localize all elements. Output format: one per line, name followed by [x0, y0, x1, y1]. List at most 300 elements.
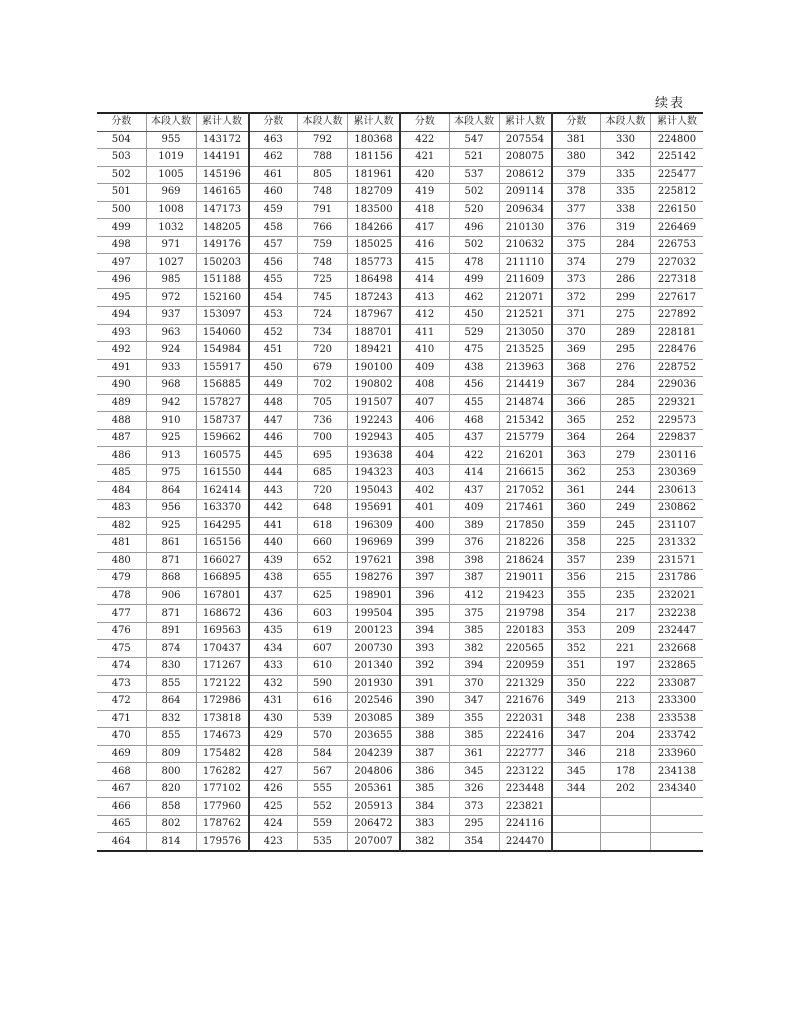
segment-count-cell: 871 [146, 605, 196, 623]
cumulative-count-cell: 208612 [499, 166, 552, 184]
score-cell: 377 [552, 201, 601, 219]
score-cell: 434 [249, 640, 298, 658]
count-header: 本段人数 [601, 113, 651, 131]
segment-count-cell: 942 [146, 394, 196, 412]
score-cell: 395 [400, 605, 449, 623]
cumulative-count-cell: 217850 [499, 517, 552, 535]
cumulative-count-cell: 154060 [196, 324, 249, 342]
cumulative-count-cell: 186498 [348, 271, 401, 289]
table-row [97, 429, 703, 447]
segment-count-cell: 759 [298, 236, 348, 254]
segment-count-cell: 652 [298, 552, 348, 570]
table-row [97, 622, 703, 640]
score-cell: 433 [249, 657, 298, 675]
cumulative-count-cell: 216201 [499, 447, 552, 465]
segment-count-cell: 335 [601, 184, 651, 202]
table-row [97, 307, 703, 325]
segment-count-cell: 284 [601, 236, 651, 254]
cumulative-count-cell: 181156 [348, 149, 401, 167]
segment-count-cell: 529 [449, 324, 499, 342]
segment-count-cell: 215 [601, 570, 651, 588]
segment-count-cell: 985 [146, 271, 196, 289]
segment-count-cell: 295 [601, 342, 651, 360]
cumulative-count-cell: 144191 [196, 149, 249, 167]
score-cell: 496 [97, 271, 146, 289]
cumulative-count-cell: 175482 [196, 745, 249, 763]
cumulative-count-cell: 156885 [196, 377, 249, 395]
score-cell: 480 [97, 552, 146, 570]
segment-count-cell: 279 [601, 447, 651, 465]
score-cell: 417 [400, 219, 449, 237]
score-cell: 379 [552, 166, 601, 184]
cumulative-count-cell: 224470 [499, 833, 552, 851]
score-cell: 413 [400, 289, 449, 307]
segment-count-cell: 792 [298, 131, 348, 149]
table-row [97, 236, 703, 254]
cumulative-count-cell: 230613 [651, 482, 704, 500]
score-cell: 358 [552, 535, 601, 553]
cumulative-count-cell: 221676 [499, 693, 552, 711]
cumulative-count-cell: 227892 [651, 307, 704, 325]
table-row [97, 587, 703, 605]
score-cell: 440 [249, 535, 298, 553]
segment-count-cell: 355 [449, 710, 499, 728]
score-cell: 497 [97, 254, 146, 272]
score-cell: 432 [249, 675, 298, 693]
segment-count-cell: 438 [449, 359, 499, 377]
segment-count-cell: 969 [146, 184, 196, 202]
segment-count-cell: 285 [601, 394, 651, 412]
cumulative-count-cell: 233300 [651, 693, 704, 711]
table-row [97, 166, 703, 184]
score-cell: 431 [249, 693, 298, 711]
segment-count-cell: 412 [449, 587, 499, 605]
cumulative-count-cell: 154984 [196, 342, 249, 360]
table-row [97, 570, 703, 588]
score-cell: 489 [97, 394, 146, 412]
table-row [97, 815, 703, 833]
segment-count-cell: 539 [298, 710, 348, 728]
score-cell: 456 [249, 254, 298, 272]
segment-count-cell: 618 [298, 517, 348, 535]
segment-count-cell: 238 [601, 710, 651, 728]
segment-count-cell: 603 [298, 605, 348, 623]
segment-count-cell: 619 [298, 622, 348, 640]
score-cell: 351 [552, 657, 601, 675]
cumulative-count-cell: 228181 [651, 324, 704, 342]
score-cell: 474 [97, 657, 146, 675]
count-header: 本段人数 [298, 113, 348, 131]
segment-count-cell: 520 [449, 201, 499, 219]
segment-count-cell: 502 [449, 184, 499, 202]
segment-count-cell [601, 815, 651, 833]
score-cell: 465 [97, 815, 146, 833]
table-row [97, 693, 703, 711]
segment-count-cell: 924 [146, 342, 196, 360]
cumulative-count-cell: 205361 [348, 780, 401, 798]
cumulative-count-cell: 170437 [196, 640, 249, 658]
segment-count-cell: 864 [146, 693, 196, 711]
cumulative-count-cell: 184266 [348, 219, 401, 237]
segment-count-cell: 252 [601, 412, 651, 430]
segment-count-cell: 570 [298, 728, 348, 746]
cumulative-count-cell: 214419 [499, 377, 552, 395]
cumulative-count-cell: 190802 [348, 377, 401, 395]
score-cell: 393 [400, 640, 449, 658]
cumulative-count-cell: 218624 [499, 552, 552, 570]
score-cell: 368 [552, 359, 601, 377]
score-cell: 411 [400, 324, 449, 342]
segment-count-cell: 398 [449, 552, 499, 570]
segment-count-cell: 1027 [146, 254, 196, 272]
score-cell: 378 [552, 184, 601, 202]
segment-count-cell: 855 [146, 675, 196, 693]
score-cell: 485 [97, 464, 146, 482]
score-cell: 359 [552, 517, 601, 535]
score-cell [552, 798, 601, 816]
cumulative-count-cell [651, 798, 704, 816]
cumulative-count-cell: 192943 [348, 429, 401, 447]
score-cell: 350 [552, 675, 601, 693]
cumulative-count-cell: 174673 [196, 728, 249, 746]
score-cell: 370 [552, 324, 601, 342]
score-cell: 451 [249, 342, 298, 360]
score-cell: 380 [552, 149, 601, 167]
score-cell: 401 [400, 500, 449, 518]
segment-count-cell: 552 [298, 798, 348, 816]
score-cell: 357 [552, 552, 601, 570]
segment-count-cell: 373 [449, 798, 499, 816]
segment-count-cell: 521 [449, 149, 499, 167]
cumulative-count-cell: 183500 [348, 201, 401, 219]
cumulative-count-cell: 212071 [499, 289, 552, 307]
cumulative-count-cell: 190100 [348, 359, 401, 377]
score-cell: 490 [97, 377, 146, 395]
segment-count-cell: 700 [298, 429, 348, 447]
score-cell: 375 [552, 236, 601, 254]
score-cell: 396 [400, 587, 449, 605]
cumulative-header: 累计人数 [651, 113, 704, 131]
segment-count-cell: 496 [449, 219, 499, 237]
cumulative-count-cell: 196309 [348, 517, 401, 535]
cumulative-count-cell: 202546 [348, 693, 401, 711]
segment-count-cell: 802 [146, 815, 196, 833]
score-cell: 402 [400, 482, 449, 500]
segment-count-cell: 791 [298, 201, 348, 219]
cumulative-count-cell: 153097 [196, 307, 249, 325]
score-cell: 491 [97, 359, 146, 377]
score-cell: 494 [97, 307, 146, 325]
segment-count-cell: 971 [146, 236, 196, 254]
table-row [97, 131, 703, 149]
segment-count-cell: 409 [449, 500, 499, 518]
score-cell: 500 [97, 201, 146, 219]
segment-count-cell: 221 [601, 640, 651, 658]
cumulative-count-cell: 173818 [196, 710, 249, 728]
score-header: 分数 [552, 113, 601, 131]
score-cell: 501 [97, 184, 146, 202]
segment-count-cell: 499 [449, 271, 499, 289]
score-cell: 384 [400, 798, 449, 816]
cumulative-count-cell: 221329 [499, 675, 552, 693]
segment-count-cell: 375 [449, 605, 499, 623]
score-cell: 400 [400, 517, 449, 535]
cumulative-count-cell: 197621 [348, 552, 401, 570]
cumulative-count-cell: 212521 [499, 307, 552, 325]
score-cell: 360 [552, 500, 601, 518]
table-row [97, 675, 703, 693]
cumulative-count-cell: 191507 [348, 394, 401, 412]
score-cell: 344 [552, 780, 601, 798]
segment-count-cell: 925 [146, 517, 196, 535]
score-cell: 486 [97, 447, 146, 465]
cumulative-count-cell: 201930 [348, 675, 401, 693]
segment-count-cell [601, 798, 651, 816]
segment-count-cell: 660 [298, 535, 348, 553]
segment-count-cell: 253 [601, 464, 651, 482]
segment-count-cell: 537 [449, 166, 499, 184]
table-row [97, 833, 703, 851]
segment-count-cell: 695 [298, 447, 348, 465]
score-cell: 438 [249, 570, 298, 588]
cumulative-count-cell: 152160 [196, 289, 249, 307]
score-cell: 361 [552, 482, 601, 500]
table-row [97, 482, 703, 500]
score-cell: 383 [400, 815, 449, 833]
segment-count-cell: 925 [146, 429, 196, 447]
score-cell: 475 [97, 640, 146, 658]
segment-count-cell: 685 [298, 464, 348, 482]
cumulative-count-cell: 159662 [196, 429, 249, 447]
segment-count-cell: 264 [601, 429, 651, 447]
score-cell: 428 [249, 745, 298, 763]
cumulative-count-cell: 232021 [651, 587, 704, 605]
cumulative-count-cell: 149176 [196, 236, 249, 254]
segment-count-cell: 178 [601, 763, 651, 781]
segment-count-cell: 864 [146, 482, 196, 500]
cumulative-count-cell: 208075 [499, 149, 552, 167]
score-cell: 478 [97, 587, 146, 605]
segment-count-cell: 906 [146, 587, 196, 605]
cumulative-count-cell: 226753 [651, 236, 704, 254]
score-cell: 389 [400, 710, 449, 728]
cumulative-count-cell: 232668 [651, 640, 704, 658]
cumulative-count-cell: 158737 [196, 412, 249, 430]
segment-count-cell: 385 [449, 728, 499, 746]
score-cell: 459 [249, 201, 298, 219]
table-row [97, 412, 703, 430]
segment-count-cell: 361 [449, 745, 499, 763]
cumulative-count-cell: 201340 [348, 657, 401, 675]
segment-count-cell: 1005 [146, 166, 196, 184]
cumulative-count-cell: 225142 [651, 149, 704, 167]
score-cell: 392 [400, 657, 449, 675]
segment-count-cell: 335 [601, 166, 651, 184]
score-cell: 367 [552, 377, 601, 395]
cumulative-count-cell: 165156 [196, 535, 249, 553]
score-cell: 364 [552, 429, 601, 447]
table-row [97, 184, 703, 202]
cumulative-count-cell: 214874 [499, 394, 552, 412]
score-cell: 455 [249, 271, 298, 289]
segment-count-cell: 702 [298, 377, 348, 395]
score-cell: 376 [552, 219, 601, 237]
cumulative-count-cell: 196969 [348, 535, 401, 553]
cumulative-count-cell: 151188 [196, 271, 249, 289]
cumulative-count-cell: 166027 [196, 552, 249, 570]
table-row [97, 798, 703, 816]
segment-count-cell: 590 [298, 675, 348, 693]
cumulative-count-cell: 180368 [348, 131, 401, 149]
segment-count-cell: 284 [601, 377, 651, 395]
score-cell: 420 [400, 166, 449, 184]
cumulative-count-cell: 222031 [499, 710, 552, 728]
score-cell: 423 [249, 833, 298, 851]
segment-count-cell: 725 [298, 271, 348, 289]
cumulative-count-cell: 227617 [651, 289, 704, 307]
segment-count-cell: 370 [449, 675, 499, 693]
cumulative-count-cell: 211609 [499, 271, 552, 289]
score-cell: 467 [97, 780, 146, 798]
cumulative-count-cell: 225812 [651, 184, 704, 202]
segment-count-cell: 376 [449, 535, 499, 553]
cumulative-count-cell: 145196 [196, 166, 249, 184]
cumulative-count-cell: 171267 [196, 657, 249, 675]
score-cell: 404 [400, 447, 449, 465]
cumulative-count-cell: 225477 [651, 166, 704, 184]
cumulative-count-cell: 232865 [651, 657, 704, 675]
cumulative-count-cell: 218226 [499, 535, 552, 553]
cumulative-count-cell: 229321 [651, 394, 704, 412]
table-row [97, 447, 703, 465]
cumulative-count-cell: 162414 [196, 482, 249, 500]
segment-count-cell: 213 [601, 693, 651, 711]
segment-count-cell: 347 [449, 693, 499, 711]
segment-count-cell: 202 [601, 780, 651, 798]
segment-count-cell: 326 [449, 780, 499, 798]
score-cell: 504 [97, 131, 146, 149]
count-header: 本段人数 [146, 113, 196, 131]
cumulative-count-cell: 169563 [196, 622, 249, 640]
score-cell: 387 [400, 745, 449, 763]
cumulative-count-cell: 204806 [348, 763, 401, 781]
segment-count-cell [601, 833, 651, 851]
table-row [97, 359, 703, 377]
segment-count-cell: 385 [449, 622, 499, 640]
score-cell: 356 [552, 570, 601, 588]
table-row [97, 728, 703, 746]
score-cell: 472 [97, 693, 146, 711]
score-cell: 479 [97, 570, 146, 588]
cumulative-count-cell: 234340 [651, 780, 704, 798]
cumulative-count-cell: 227032 [651, 254, 704, 272]
cumulative-count-cell: 163370 [196, 500, 249, 518]
score-cell: 409 [400, 359, 449, 377]
cumulative-count-cell: 143172 [196, 131, 249, 149]
segment-count-cell: 468 [449, 412, 499, 430]
score-cell: 355 [552, 587, 601, 605]
cumulative-count-cell: 178762 [196, 815, 249, 833]
table-row [97, 201, 703, 219]
score-cell: 388 [400, 728, 449, 746]
cumulative-count-cell: 224800 [651, 131, 704, 149]
score-cell: 386 [400, 763, 449, 781]
segment-count-cell: 225 [601, 535, 651, 553]
segment-count-cell: 555 [298, 780, 348, 798]
table-row [97, 657, 703, 675]
score-cell: 436 [249, 605, 298, 623]
segment-count-cell: 239 [601, 552, 651, 570]
segment-count-cell: 1032 [146, 219, 196, 237]
continued-table-label: 续表 [655, 96, 686, 111]
score-cell: 450 [249, 359, 298, 377]
score-cell: 477 [97, 605, 146, 623]
segment-count-cell: 462 [449, 289, 499, 307]
score-cell: 381 [552, 131, 601, 149]
cumulative-count-cell: 167801 [196, 587, 249, 605]
table-row [97, 149, 703, 167]
cumulative-count-cell: 234138 [651, 763, 704, 781]
segment-count-cell: 330 [601, 131, 651, 149]
table-row [97, 517, 703, 535]
cumulative-count-cell: 204239 [348, 745, 401, 763]
score-header: 分数 [97, 113, 146, 131]
cumulative-count-cell: 211110 [499, 254, 552, 272]
cumulative-header: 累计人数 [499, 113, 552, 131]
score-cell: 452 [249, 324, 298, 342]
score-cell: 483 [97, 500, 146, 518]
score-cell: 449 [249, 377, 298, 395]
segment-count-cell: 387 [449, 570, 499, 588]
cumulative-count-cell: 195691 [348, 500, 401, 518]
cumulative-count-cell: 168672 [196, 605, 249, 623]
cumulative-count-cell: 220959 [499, 657, 552, 675]
segment-count-cell: 616 [298, 693, 348, 711]
segment-count-cell: 933 [146, 359, 196, 377]
cumulative-count-cell: 203655 [348, 728, 401, 746]
cumulative-count-cell: 231571 [651, 552, 704, 570]
score-cell: 373 [552, 271, 601, 289]
score-cell: 473 [97, 675, 146, 693]
cumulative-count-cell: 213050 [499, 324, 552, 342]
cumulative-count-cell: 226150 [651, 201, 704, 219]
segment-count-cell: 584 [298, 745, 348, 763]
table-row [97, 710, 703, 728]
cumulative-count-cell: 230116 [651, 447, 704, 465]
cumulative-count-cell: 147173 [196, 201, 249, 219]
segment-count-cell: 345 [449, 763, 499, 781]
segment-count-cell: 567 [298, 763, 348, 781]
cumulative-count-cell: 217461 [499, 500, 552, 518]
cumulative-count-cell: 160575 [196, 447, 249, 465]
score-cell: 444 [249, 464, 298, 482]
score-cell: 460 [249, 184, 298, 202]
cumulative-count-cell: 198901 [348, 587, 401, 605]
segment-count-cell: 279 [601, 254, 651, 272]
segment-count-cell: 748 [298, 184, 348, 202]
score-cell: 476 [97, 622, 146, 640]
segment-count-cell: 218 [601, 745, 651, 763]
cumulative-count-cell: 220183 [499, 622, 552, 640]
segment-count-cell: 855 [146, 728, 196, 746]
cumulative-count-cell: 228476 [651, 342, 704, 360]
score-cell [552, 815, 601, 833]
segment-count-cell: 338 [601, 201, 651, 219]
segment-count-cell: 955 [146, 131, 196, 149]
cumulative-count-cell: 223122 [499, 763, 552, 781]
score-cell: 398 [400, 552, 449, 570]
segment-count-cell: 502 [449, 236, 499, 254]
